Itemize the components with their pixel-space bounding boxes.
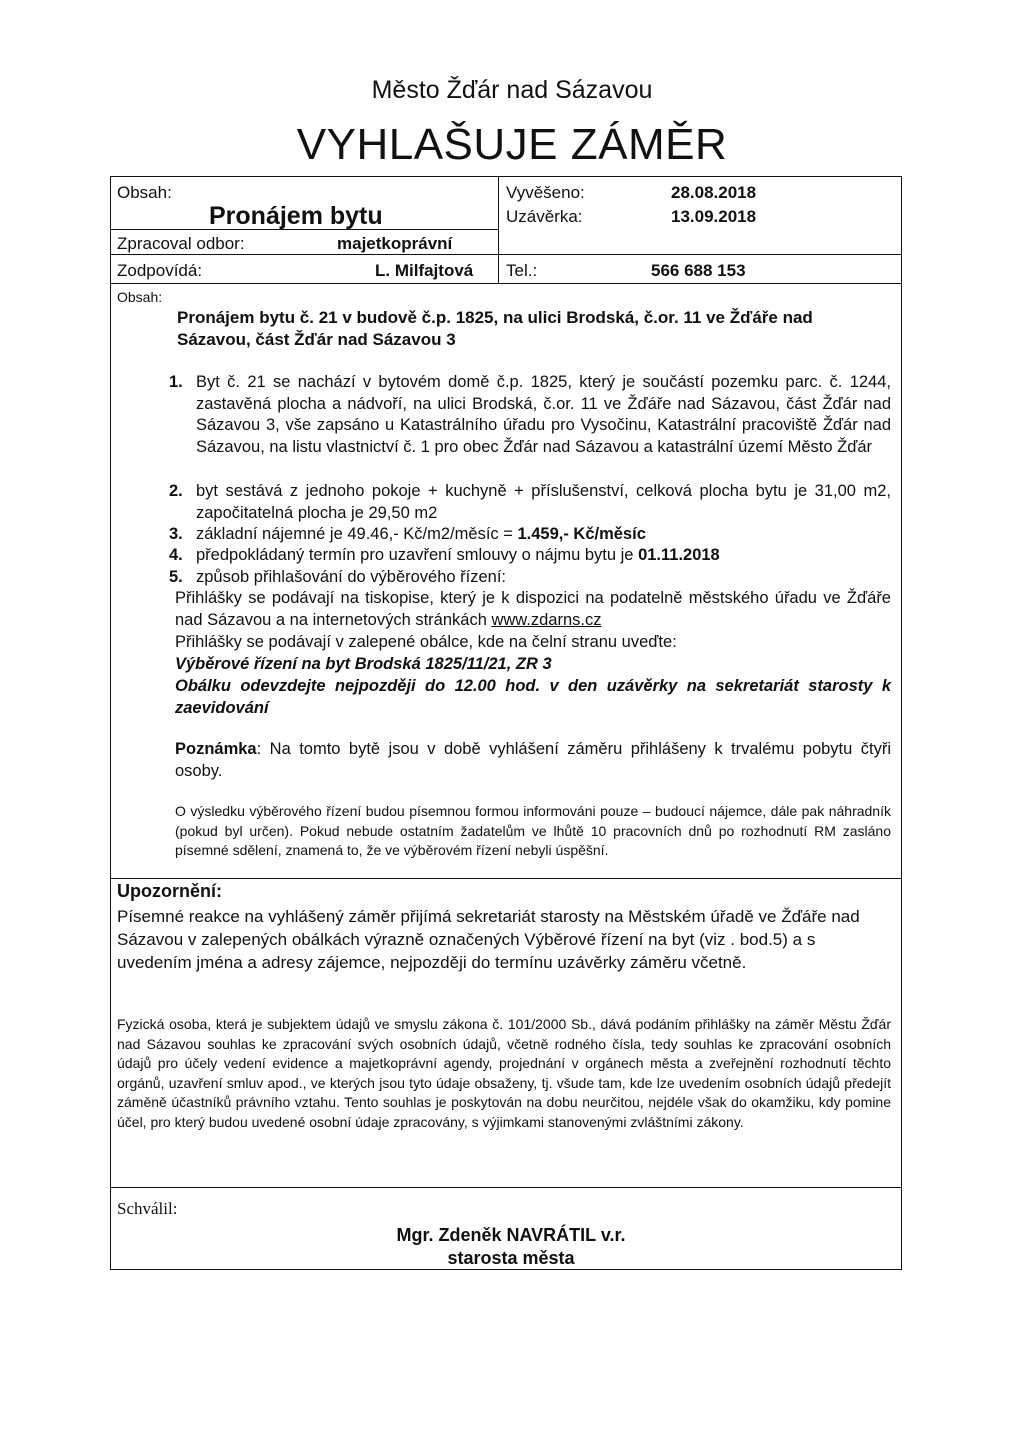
approver-name: Mgr. Zdeněk NAVRÁTIL v.r.	[396, 1225, 626, 1245]
grid-line	[111, 254, 901, 255]
note-label: Poznámka	[175, 740, 257, 758]
apply-envelope-text: Přihlášky se podávají v zalepené obálce, kde na čelní stranu uveďte:	[175, 633, 677, 651]
rent-text: základní nájemné je 49.46,- Kč/m2/měsíc =	[196, 525, 518, 543]
note-text: : Na tomto bytě jsou v době vyhlášení záměru přihlášeny k trvalému pobytu čtyři osoby.	[175, 740, 891, 780]
item-text: Byt č. 21 se nachází v bytovém domě č.p. 1825, který je součástí pozemku parc. č. 1244, zastavěná plocha a nádvoří, na ulici Brodská, č.or. 11 ve Žďáře nad Sázavou, část Žďár nad Sázavou 3, vše zapsáno u Katastrálního úřadu pro Vysočinu, Katastrální pracoviště Žďár nad Sázavou, na listu vlastnictví č. 1 pro obec Žďár nad Sázavou a katastrální území Město Žďár	[196, 373, 891, 456]
result-info: O výsledku výběrového řízení budou písemnou formou informováni pouze – budoucí nájemce, dále pak náhradník (pokud byl určen). Pokud nebude ostatním žadatelům ve lhůtě 10 pracovních dnů po rozhodnutí RM zasláno písemné sdělení, znamená to, že ve výběrovém řízení nebyli úspěšní.	[175, 803, 891, 858]
posted-date: 28.08.2018	[671, 183, 757, 202]
notice-title: Upozornění:	[117, 881, 222, 901]
item-number: 3.	[169, 525, 183, 543]
item-text: způsob přihlašování do výběrového řízení:	[196, 568, 507, 586]
contract-text: předpokládaný termín pro uzavření smlouvy o nájmu bytu je	[196, 546, 639, 564]
department-label: Zpracoval odbor:	[117, 234, 245, 253]
document-title: VYHLAŠUJE ZÁMĚR	[296, 120, 728, 169]
posted-label: Vyvěšeno:	[506, 183, 585, 202]
deadline-note: Obálku odevzdejte nejpozději do 12.00 hod. v den uzávěrky na sekretariát starosty k zaevidování	[175, 677, 891, 717]
list-item	[169, 481, 891, 524]
phone-label: Tel.:	[506, 261, 538, 280]
content-label: Obsah:	[117, 289, 163, 305]
deadline-label: Uzávěrka:	[506, 207, 583, 226]
grid-divider	[498, 177, 499, 283]
item-text: byt sestává z jednoho pokoje + kuchyně + příslušenství, celková plocha bytu je 31,00 m2, započitatelná plocha je 29,50 m2	[196, 482, 891, 522]
contract-date: 01.11.2018	[638, 546, 720, 564]
grid-line	[111, 283, 901, 284]
deadline-date: 13.09.2018	[671, 207, 757, 226]
gdpr-consent: Fyzická osoba, která je subjektem údajů ve smyslu zákona č. 101/2000 Sb., dává podáním přihlášky na záměr Městu Žďár nad Sázavou souhlas ke zpracování svých osobních údajů, včetně rodného čísla, tedy souhlas ke zpracování osobních údajů pro účely vedení evidence a majetkoprávní agendy, projednání v orgánech města a zveřejnění rozhodnutí těchto orgánů, uzavření smluv apod., ve kterých jsou tyto údaje obsaženy, tj. všude tam, kde lze uvedením osobních údajů předejít záměně účastníků právního vztahu. Tento souhlas je poskytován na dobu neurčitou, nejdéle však do okamžiku, kdy pomine účel, pro který budou uvedené osobní údaje zpracovány, s výjimkami stanovenými zvláštními zákony.	[117, 1016, 891, 1130]
responsible-label: Zodpovídá:	[117, 261, 203, 280]
rent-amount: 1.459,- Kč/měsíc	[517, 525, 646, 543]
city-name: Město Žďár nad Sázavou	[371, 76, 653, 104]
list-item	[169, 545, 891, 567]
approval-label: Schválil:	[117, 1199, 178, 1218]
content-summary: Pronájem bytu č. 21 v budově č.p. 1825, na ulici Brodská, č.or. 11 ve Žďáře nad Sázavou, část Žďár nad Sázavou 3	[177, 308, 813, 349]
website-link[interactable]: www.zdarns.cz	[491, 610, 602, 629]
notice-text: Písemné reakce na vyhlášený záměr přijímá sekretariát starosty na Městském úřadě ve Žďáře nad Sázavou v zalepených obálkách výrazně označených Výběrové řízení na byt (viz . bod.5) a s uvedením jména a adresy zájemce, nejpozději do termínu uzávěrky záměru včetně.	[117, 907, 860, 972]
phone-value: 566 688 153	[651, 261, 746, 280]
document-frame	[110, 176, 902, 1270]
note	[175, 739, 891, 782]
apply-instructions	[175, 588, 891, 631]
item-number: 5.	[169, 568, 183, 586]
item-number: 1.	[169, 373, 183, 391]
list-item	[169, 372, 891, 458]
list-item	[169, 567, 891, 589]
list-item	[169, 524, 891, 546]
responsible-value: L. Milfajtová	[375, 261, 474, 280]
apply-text: Přihlášky se podávají na tiskopise, který je k dispozici na podatelně městského úřadu ve Žďáře nad Sázavou a na internetových stránkách	[175, 589, 891, 629]
item-number: 4.	[169, 546, 183, 564]
item-number: 2.	[169, 482, 183, 500]
section-divider	[111, 878, 901, 879]
section-divider	[111, 1187, 901, 1188]
approver-role: starosta města	[447, 1248, 575, 1268]
envelope-title: Výběrové řízení na byt Brodská 1825/11/21, ZR 3	[175, 655, 552, 673]
subject-value: Pronájem bytu	[209, 202, 383, 230]
department-value: majetkoprávní	[337, 234, 453, 253]
subject-label: Obsah:	[117, 183, 172, 202]
